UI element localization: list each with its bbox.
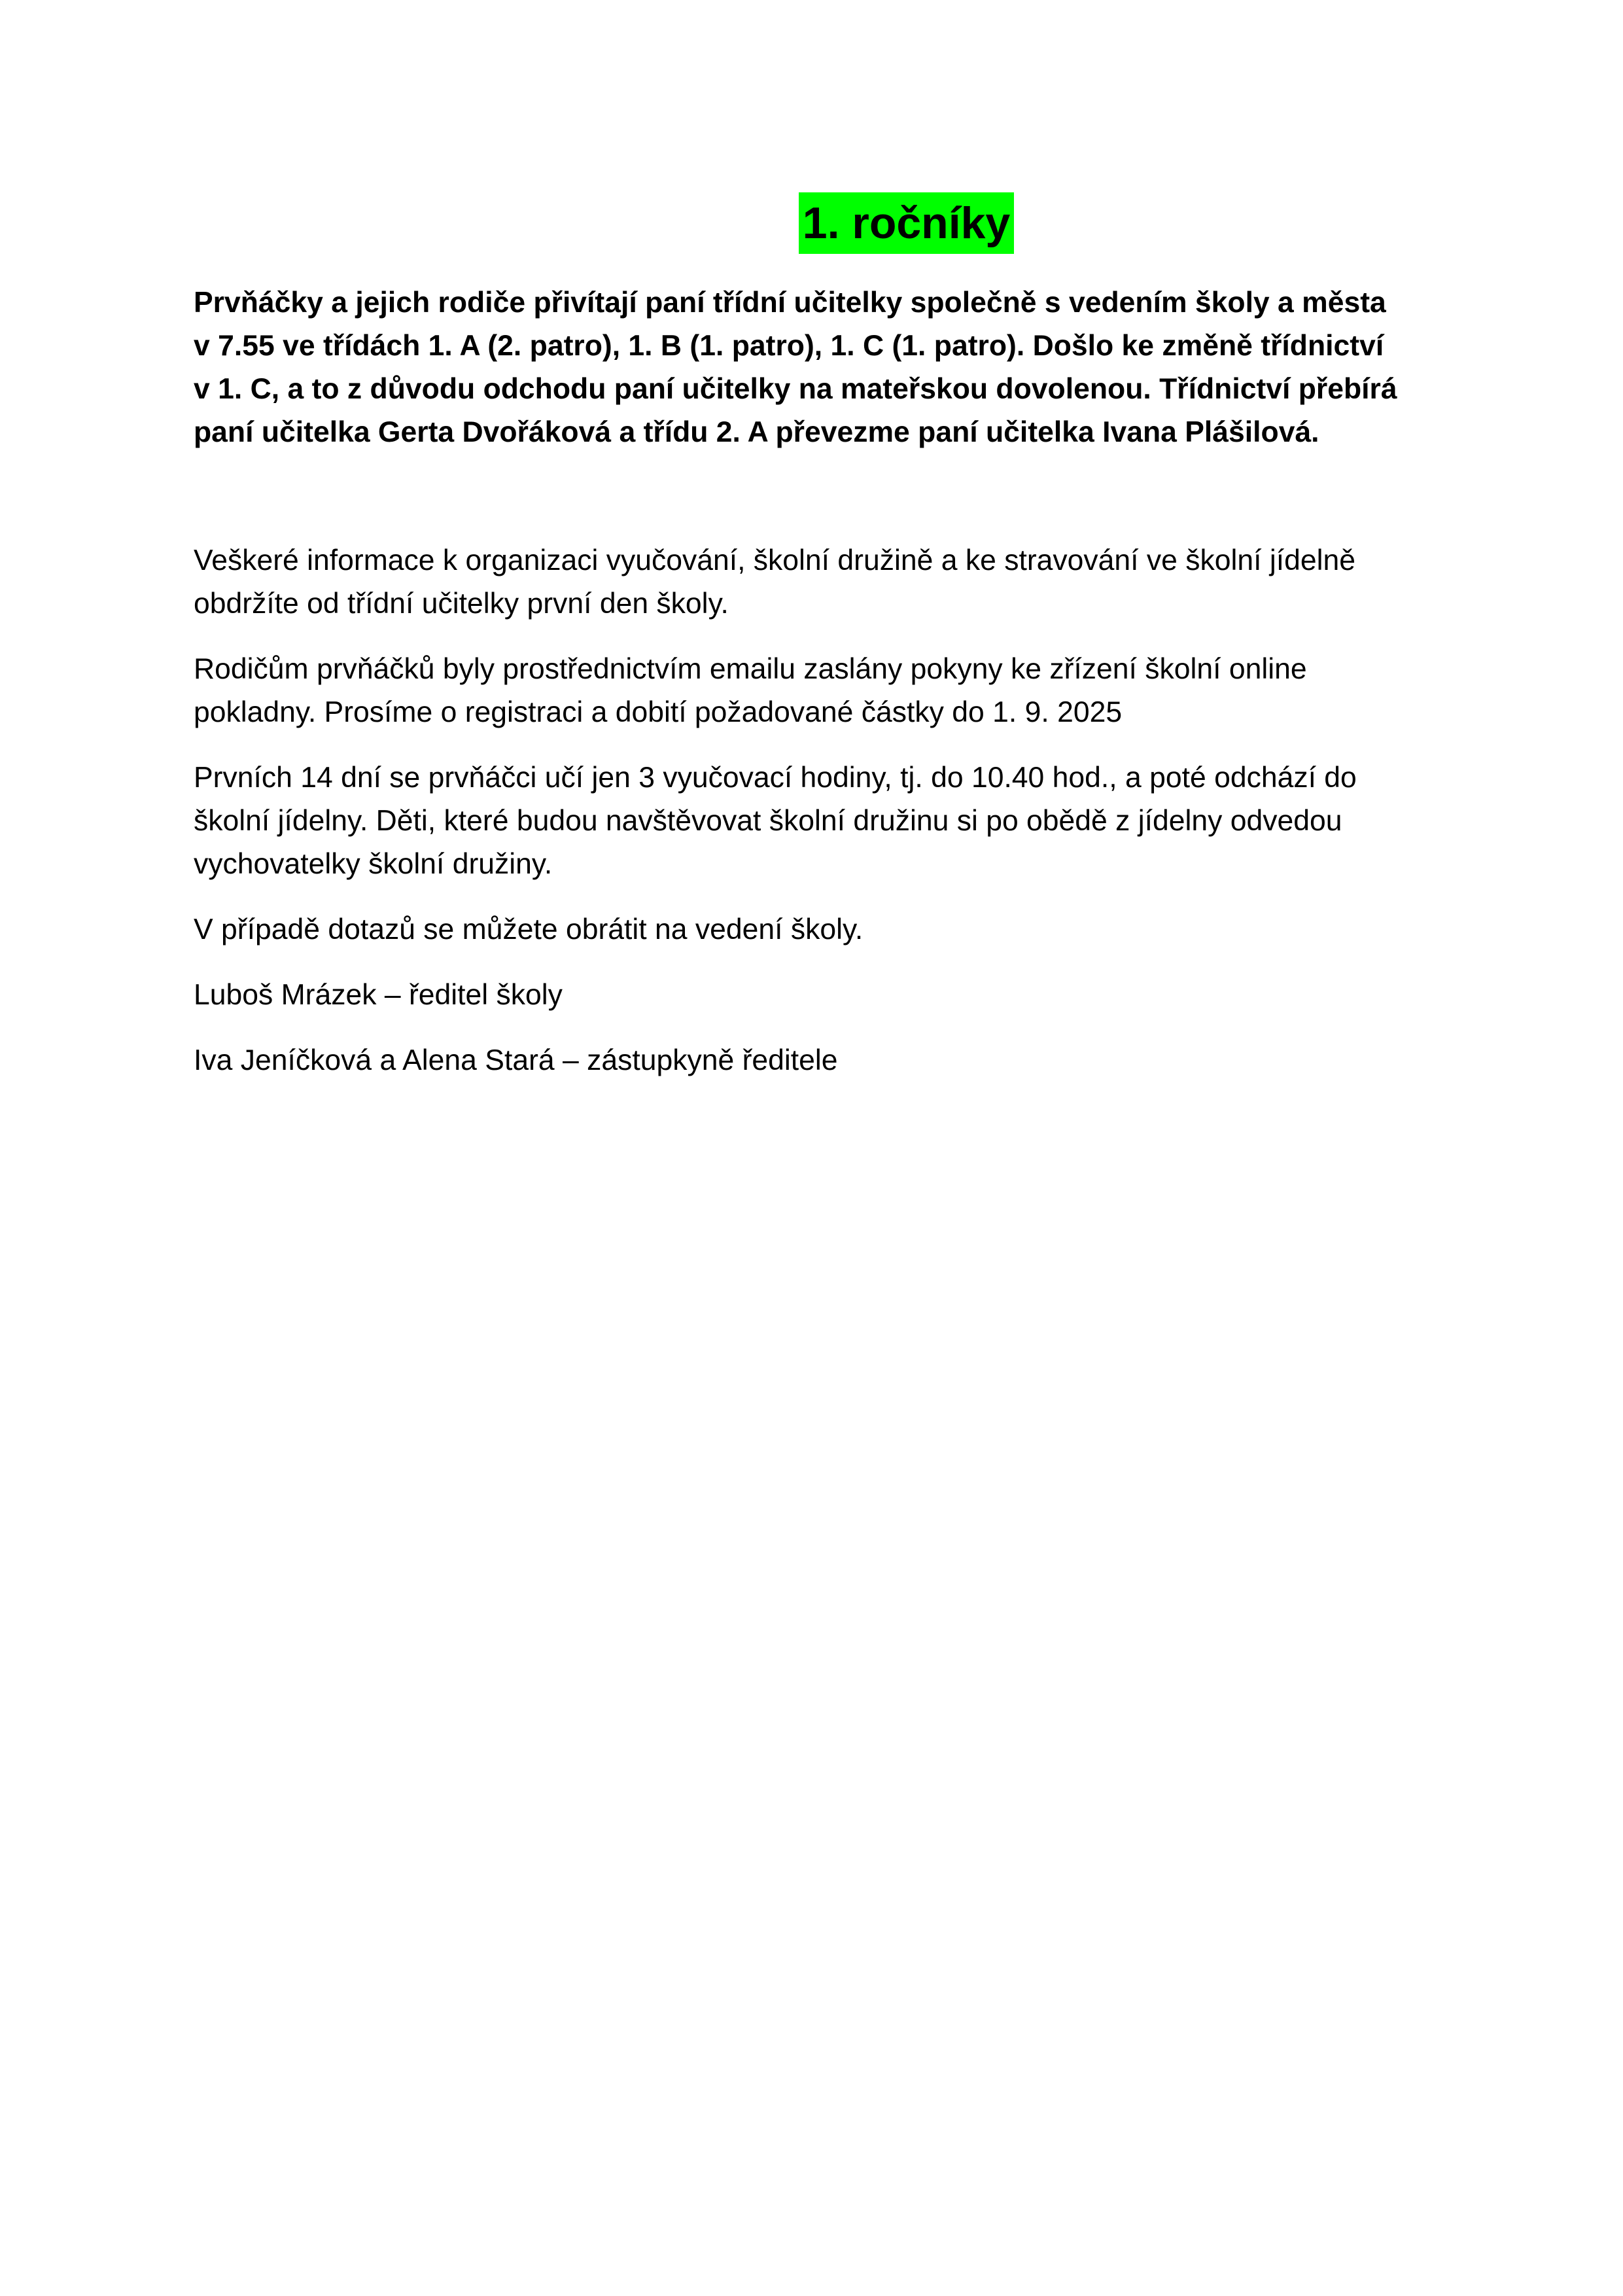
document-body [194, 281, 1437, 1082]
questions-line: V případě dotazů se můžete obrátit na vedení školy. [194, 913, 864, 945]
info-line: Veškeré informace k organizaci vyučování, školní družině a ke stravování ve školní jídelně [194, 544, 1355, 576]
schedule-paragraph [194, 756, 1437, 886]
schedule-line: Prvních 14 dní se prvňáčci učí jen 3 vyučovací hodiny, tj. do 10.40 hod., a poté odchází do [194, 762, 1357, 794]
deputies-line: Iva Jeníčková a Alena Stará – zástupkyně ředitele [194, 1044, 838, 1076]
signature-deputies [194, 1039, 1437, 1082]
info-line: obdržíte od třídní učitelky první den školy. [194, 588, 729, 620]
title-container [0, 192, 1623, 254]
page-title: 1. ročníky [799, 192, 1015, 254]
signature-director [194, 974, 1437, 1017]
intro-line: Prvňáčky a jejich rodiče přivítají paní třídní učitelky společně s vedením školy a města [194, 287, 1386, 319]
intro-line: v 1. C, a to z důvodu odchodu paní učitelky na mateřskou dovolenou. Třídnictví přebírá [194, 373, 1397, 405]
intro-paragraph [194, 281, 1437, 454]
schedule-line: školní jídelny. Děti, které budou navštěvovat školní družinu si po obědě z jídelny odvedou [194, 805, 1342, 837]
intro-line: v 7.55 ve třídách 1. A (2. patro), 1. B (1. patro), 1. C (1. patro). Došlo ke změně třídnictví [194, 330, 1384, 362]
payment-line: pokladny. Prosíme o registraci a dobití požadované částky do 1. 9. 2025 [194, 696, 1123, 728]
payment-paragraph [194, 648, 1437, 734]
intro-line: paní učitelka Gerta Dvořáková a třídu 2. A převezme paní učitelka Ivana Plášilová. [194, 416, 1319, 448]
schedule-line: vychovatelky školní družiny. [194, 848, 553, 880]
questions-paragraph [194, 908, 1437, 951]
info-paragraph [194, 539, 1437, 626]
payment-line: Rodičům prvňáčků byly prostřednictvím emailu zaslány pokyny ke zřízení školní online [194, 653, 1307, 685]
director-line: Luboš Mrázek – ředitel školy [194, 979, 563, 1011]
